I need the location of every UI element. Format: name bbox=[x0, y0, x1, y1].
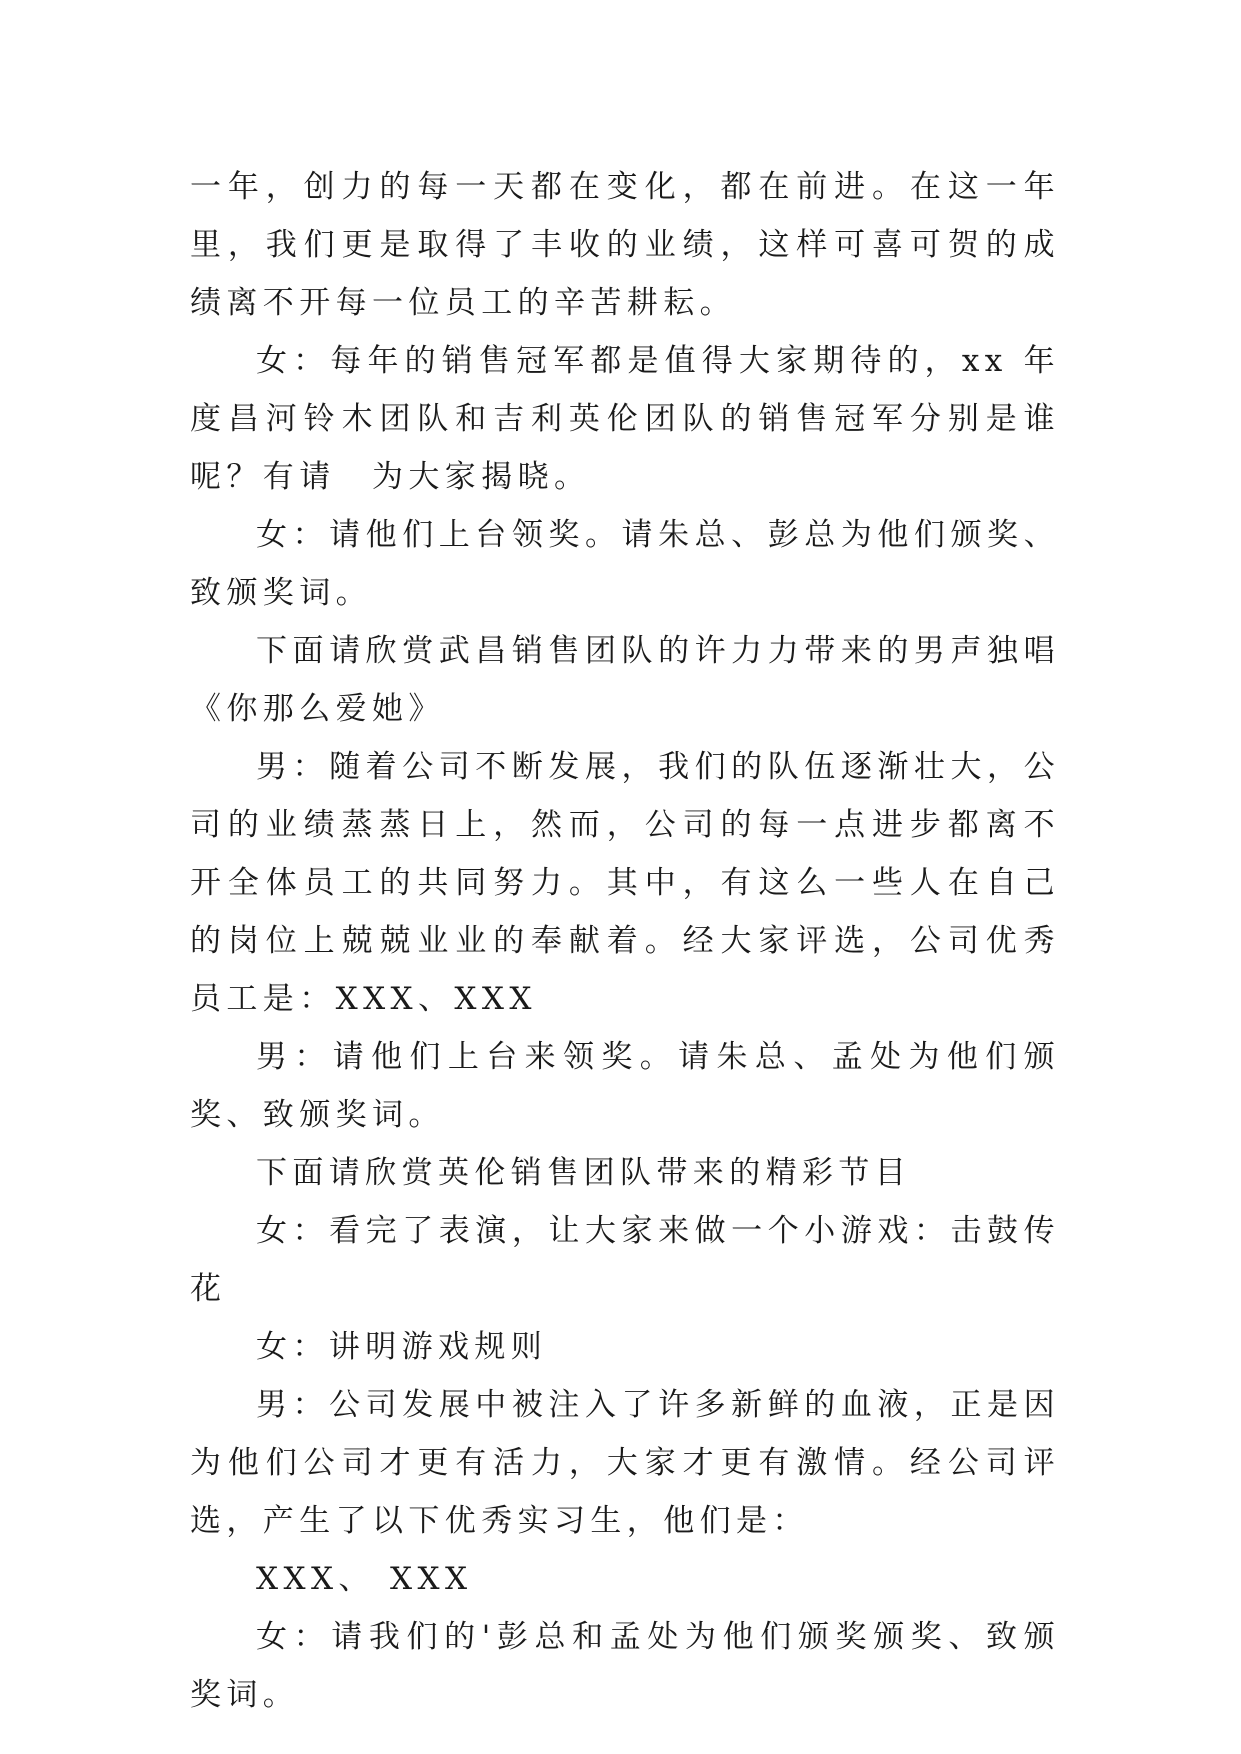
paragraph-1: 一年，创力的每一天都在变化，都在前进。在这一年里，我们更是取得了丰收的业绩，这样可喜可贺的成绩离不开每一位员工的辛苦耕耘。 bbox=[190, 169, 1060, 321]
paragraph-4: 下面请欣赏武昌销售团队的许力力带来的男声独唱《你那么爱她》 bbox=[190, 633, 1060, 727]
paragraph-7: 下面请欣赏英伦销售团队带来的精彩节目 bbox=[256, 1155, 912, 1191]
paragraph-2: 女：每年的销售冠军都是值得大家期待的，xx 年度昌河铃木团队和吉利英伦团队的销售冠军分别是谁呢？有请 为大家揭晓。 bbox=[190, 343, 1060, 495]
paragraph-9: 女：讲明游戏规则 bbox=[256, 1329, 548, 1365]
paragraph-8: 女：看完了表演，让大家来做一个小游戏：击鼓传花 bbox=[190, 1213, 1060, 1307]
paragraph-5: 男：随着公司不断发展，我们的队伍逐渐壮大，公司的业绩蒸蒸日上，然而，公司的每一点进步都离不开全体员工的共同努力。其中，有这么一些人在自己的岗位上兢兢业业的奉献着。经大家评选，公司优秀员工是：XXX、XXX bbox=[190, 749, 1060, 1017]
paragraph-6: 男：请他们上台来领奖。请朱总、孟处为他们颁奖、致颁奖词。 bbox=[190, 1039, 1060, 1133]
paragraph-3: 女：请他们上台领奖。请朱总、彭总为他们颁奖、致颁奖词。 bbox=[190, 517, 1060, 611]
paragraph-10: 男：公司发展中被注入了许多新鲜的血液，正是因为他们公司才更有活力，大家才更有激情。经公司评选，产生了以下优秀实习生，他们是： bbox=[190, 1387, 1060, 1539]
paragraph-12: 女：请我们的'彭总和孟处为他们颁奖颁奖、致颁奖词。 bbox=[190, 1619, 1060, 1713]
document-body bbox=[190, 158, 1060, 1724]
paragraph-11: XXX、 XXX bbox=[256, 1561, 473, 1597]
